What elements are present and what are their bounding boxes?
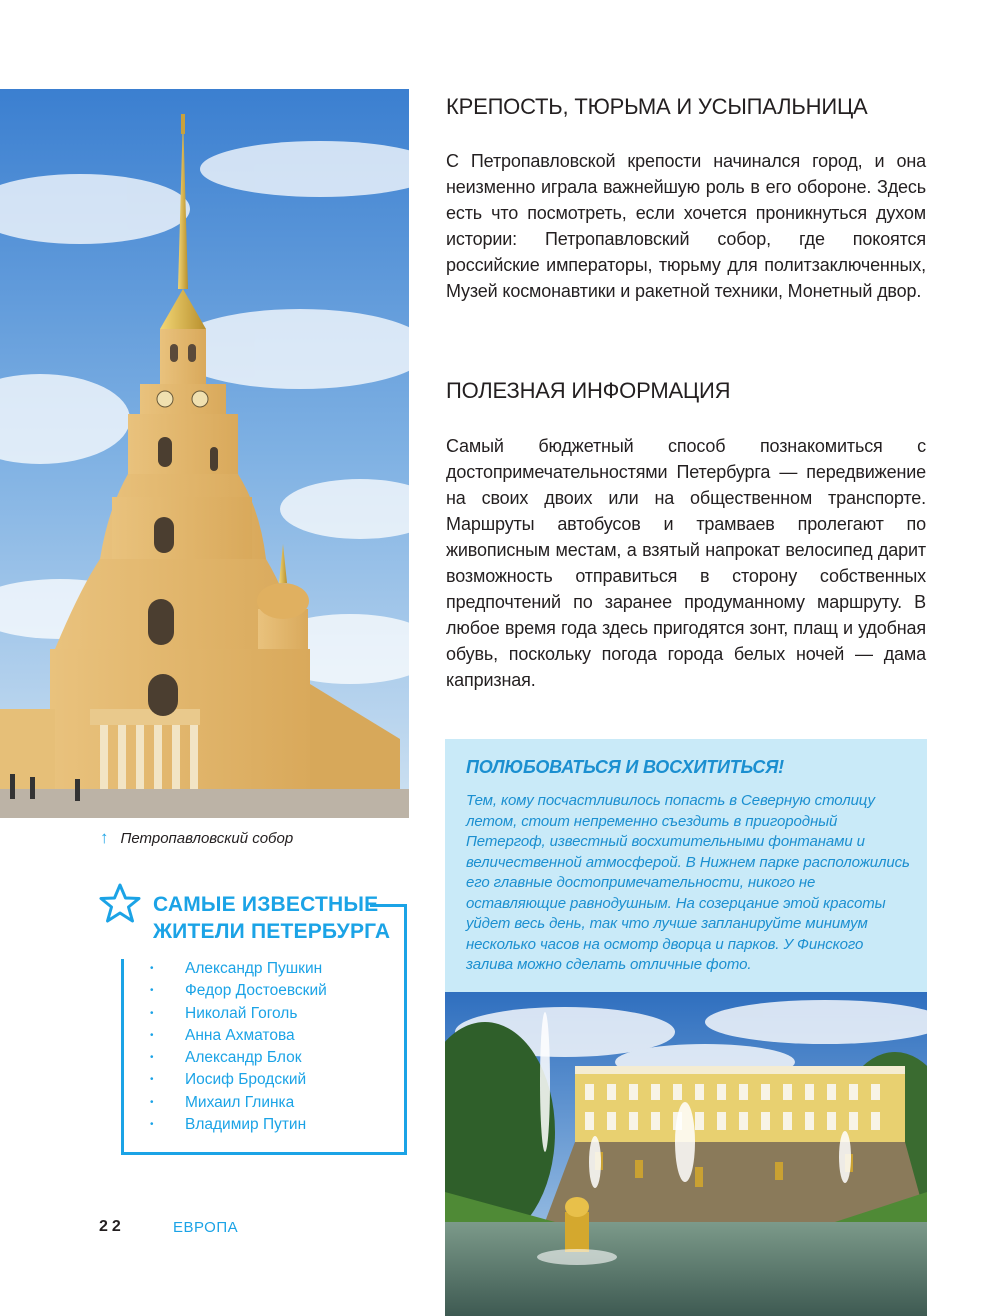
list-item: • Михаил Глинка [150,1093,295,1111]
cathedral-photo [0,89,409,818]
paragraph-fortress: С Петропавловской крепости начинался город, и она неизменно играла важнейшую роль в его обороне. Здесь есть что посмотреть, если хочется проникнуться духом истории: Петропавловский собор, где покоятся российские императоры, тюрьму для политзаключенных, Музей космонавтики и ракетной техники, Монетный двор. [446,151,926,301]
list-item: • Федор Достоевский [150,982,327,1000]
infobox-title: ПОЛЮБОВАТЬСЯ И ВОСХИТИТЬСЯ! [466,757,784,777]
residents-title-line2: ЖИТЕЛИ ПЕТЕРБУРГА [153,920,391,943]
arrow-up-icon: ↑ [100,828,109,847]
list-item: • Александр Блок [150,1049,302,1067]
residents-list [150,958,327,1136]
photo-caption [100,828,293,848]
list-item: • Александр Пушкин [150,960,323,977]
infobox-text: Тем, кому посчастливилось попасть в Северную столицу летом, стоит непременно съездить в пригородный Петергоф, известный восхитительными фонтанами и величественной атмосферой. В Нижнем парке расположились его главные достопримечательности, никого не оставляющие равнодушным. На созерцание этой красоты уйдет весь день, так что лучше запланируйте минимум несколько часов на осмотр дворца и парков. У Финского залива можно сделать отличные фото. [466,792,910,973]
heading-fortress: КРЕПОСТЬ, ТЮРЬМА И УСЫПАЛЬНИЦА [446,94,868,119]
residents-title-line1: САМЫЕ ИЗВЕСТНЫЕ [153,893,379,916]
list-item: • Иосиф Бродский [150,1071,307,1089]
list-item: • Анна Ахматова [150,1026,295,1044]
paragraph-useful-info: Самый бюджетный способ познакомиться с достопримечательностями Петербурга — передвижение на своих двоих или на общественном транспорте. Маршруты автобусов и трамваев пролегают по живописным местам, а взятый напрокат велосипед дарит возможность отправиться в сторону собственных предпочтений по заранее продуманному маршруту. В любое время года здесь пригодятся зонт, плащ и удобная обувь, поскольку погода города белых ночей — дама капризная. [446,436,926,690]
heading-useful-info: ПОЛЕЗНАЯ ИНФОРМАЦИЯ [446,378,731,403]
caption-text: Петропавловский собор [120,829,294,847]
list-item: • Николай Гоголь [150,1004,298,1022]
residents-title [153,891,390,945]
peterhof-photo [445,992,927,1316]
section-name: ЕВРОПА [173,1219,239,1236]
star-icon [98,882,142,931]
list-item: • Владимир Путин [150,1116,307,1134]
page-number: 22 [99,1218,125,1235]
